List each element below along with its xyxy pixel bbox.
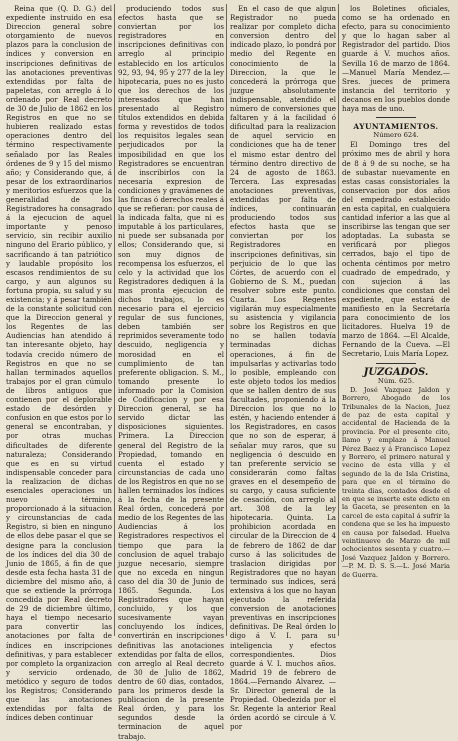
- section-heading: JUZGADOS.: [363, 366, 429, 378]
- column-divider: [114, 4, 115, 636]
- article-text: Reina que (Q. D. G.) del expediente instruido en esa Direccion general sobre otorgamiento de nuevos plazos para la conclusion de índices y conversion en inscripciones definitivas de las anotaciones preventivas extendidas por falta de papeletas, con arreglo á lo ordenado por Real decreto de 30 de Julio de 1862 en los Registros en que no se hubieren realizado estas operaciones dentro del término respectivamente señalado por las Reales órdenes de 9 y 15 del mismo año; y Considerando que, á pesar de los extraordinarios y meritorios esfuerzos que la generalidad de los Registradores ha consagrado á la ejecucion de aquel importante y penoso servicio, sin recibir auxilio ninguno del Erario público, y sacrificando á tan patriótico y laudable propósito los escasos rendimientos de su cargo, y aun algunos su fortuna propia, su salud y su existencia; y á pesar también de la constante solicitud con que la Direccion general y los Regentes de las Audiencias han atendido á tan interesante objeto, hay todavía crecido número de Registros en que no se hallan terminados aquellos trabajos por el gran cúmulo de libros antiguos que contienen por el deplorable estado de desórden y confusion en que estos por lo general se encontraban, y por otras muchas dificultades de diferente naturaleza; Considerando que es en su virtud indispensable conceder para la realizacion de dichas esenciales operaciones un nuevo término, proporcionado á la situacion y circunstancias de cada Registro, si bien en ninguno de ellos debe pasar el que se designe para la conclusion de los índices del dia 30 de Junio de 1865, á fin de que desde esta fecha hasta 31 de diciembre del mismo año, á que se extiende la prórroga concedida por Real decreto de 29 de diciembre último, haya el tiempo necesario para convertir las anotaciones por falta de índices en inscripciones definitivas, y para establecer por completo la organizacion y servicio ordenado, metódico y seguro de todos los Registros; Considerando que las anotaciones extendidas por falta de índices deben continuar: [6, 4, 112, 723]
- section-separator: [376, 363, 416, 364]
- article-text: En el caso de que algun Registrador no pueda realizar por completo dicha conversion dentro del indicado plazo, lo pondrá por medio del Regente en conocimiento de la Direccion, la que le concederá la prórroga que juzgue absolutamente indispensable, atendido el número de conversiones que faltaren y á la facilidad ó dificultad para la realizacion de aquel servicio en condiciones que ha de tener el mismo estar dentro del término dentro directivo de 24 de agosto de 1863. Tercera. Las expresadas anotaciones preventivas, extendidas por falta de índices, continuarán produciendo todos sus efectos hasta que se conviertan por los Registradores en inscripciones definitivas, sin perjuicio de lo que las Córtes, de acuerdo con el Gobierno de S. M., puedan resolver sobre este punto. Cuarta. Los Regentes vigilarán muy especialmente su asistencia y vigilancia sobre los Registros en que no se hallen todavía terminadas dichas operaciones, á fin de impulsarlas y activarlas todo lo posible, empleando con este objeto todos los medios que se hallen dentro de sus facultades, proponiendo á la Direccion los que no lo estén, y haciendo entender á los Registradores, en casos que no son de esperar, á señalar muy raros, que su negligencia ó descuido en tan preferente servicio se considerarán como faltas graves en el desempeño de su cargo, y causa suficiente de cesación, con arreglo al art. 308 de la ley hipotecaria. Quinta. La prohibicion acordada en circular de la Direccion de 4 de febrero de 1862 de dar curso á las solicitudes de traslacion dirigidas por Registradores que no hayan terminado sus índices, será extensiva á los que no hayan ejecutado la referida conversion de anotaciones preventivas en inscripciones definitivas. De Real órden lo digo á V. I. para su inteligencia y efectos correspondientes. Dios guarde á V. I. muchos años. Madrid 19 de febrero de 1864.—Fernando Alvarez. —Sr. Director general de la Propiedad. Obedezida por el Sr. Regente la anterior Real órden acordó se circule á V. por: [230, 4, 336, 732]
- column-1: [6, 4, 112, 722]
- notice-text: El Domingo tres del próximo mes de abril y hora de 8 á 9 de su noche, se ha de subastar nuevamente en estas casas consistoriales la conservacion por dos años del empedrado establecido en esta capital, en cualquiera cantidad inferior a las que al inscribirse las tengan que ser adoptadas. La subasta se verificará por pliegos cerrados, bajo el tipo de ochenta céntimos por metro cuadrado de empedrado, y con sujecion á las condiciones que constan del expediente, que estará de manifiesto en la Secretaría para conocimiento de los licitadores. Huelva 19 de marzo de 1864. —El Alcalde, Fernando de la Cueva. —El Secretario, Luis María Lopez.: [342, 140, 450, 359]
- column-2: [118, 4, 224, 741]
- article-text: los Boletines oficiales, como se ha ordenado en efecto, para su conocimiento y que lo hagan saber al Registrador del partido. Dios guarde á V. muchos años. Sevilla 16 de marzo de 1864. —Manuel María Mendez.—Sres. jueces de primera instancia del territorio y decanos en los pueblos donde haya mas de uno.: [342, 4, 450, 114]
- notice-number: Núm. 625.: [377, 376, 415, 385]
- notice-number: Número 624.: [373, 131, 419, 140]
- section-heading: AYUNTAMIENTOS.: [353, 122, 439, 132]
- column-divider: [338, 4, 339, 636]
- column-4: [342, 4, 450, 579]
- section-separator: [376, 117, 416, 118]
- column-divider: [226, 4, 227, 636]
- column-3: [230, 4, 336, 732]
- notice-text: D. José Vazquez Jaldon y Borrero, Abogado de los Tribunales de la Nacion, Juez de paz de esta capital y accidental de Hacienda de la provincia. Por el presente cito, llamo y emplazo á Manuel Pérez Baez y á Francisco Lopez y Borrero, el primero natural y vecino de esta villa y el segundo de la de Isla Cristina, para que en el término de treinta dias, contados desde el en que se inserte este edicto en la Gaceta, se presenten en la carcel de esta capital á sufrir la condena que se les ha impuesto en causa por falsedad. Huelva veintinueve de Marzo de mil ochocientos sesenta y cuatro.—José Vazquez Jaldon y Borrero.—P. M. D. S. S.—L. José Maria de Guerra.: [342, 385, 450, 579]
- article-text: produciendo todos sus efectos hasta que se conviertan por los registradores en inscripciones definitivas con arreglo al principio establecido en los artículos 92, 93, 94, 95 y 277 de la ley hipotecaria, pues no es justo que los derechos de los interesados que han presentado al Registro títulos extendidos en debida forma y revestidos de todos los requisitos legales sean perjudicados por la imposibilidad en que los Registradores se encuentran de inscribirlos con la necesaria expresion de condiciones y gravámenes de las fincas ó derechos reales á que se refieran: por causa de la indicada falta, que ni es imputable á los particulares, ni puede ser subsanada por ellos; Considerando que, si son muy dignos de recompensa los esfuerzos, el celo y la actividad que los Registradores dediquen á la mas pronta ejecucion de dichos trabajos, lo es necesario para el ejercicio regular de sus funciones, deben también ser reprimidos severamente todo descuido, negligencia y morosidad en el cumplimiento de tan preferente obligacion. S. M., tomando presente lo informado por la Comision de Codificacion y por esa Direccion general, se ha servido dictar las disposiciones siguientes. Primera. La Direccion general del Registro de la Propiedad, tomando en cuenta el estado y circunstancias de cada uno de los Registros en que no se hallen terminados los índices á la fecha de la presente Real órden, concederá por medio de los Regentes de las Audiencias á los Registradores respectivos el tiempo que para la conclusion de aquel trabajo juzgue necesario, siempre que no exceda en ningun caso del dia 30 de Junio de 1865. Segunda. Los Registradores que hayan concluido, y los que sucesivamente vayan concluyendo los índices, convertirán en inscripciones definitivas las anotaciones extendidas por falta de ellos, con arreglo al Real decreto de 30 de Julio de 1862, dentro de 60 dias, contados, para los primeros desde la publicacion de la presente Real órden, y para los segundos desde la terminacion de aquel trabajo.: [118, 4, 224, 741]
